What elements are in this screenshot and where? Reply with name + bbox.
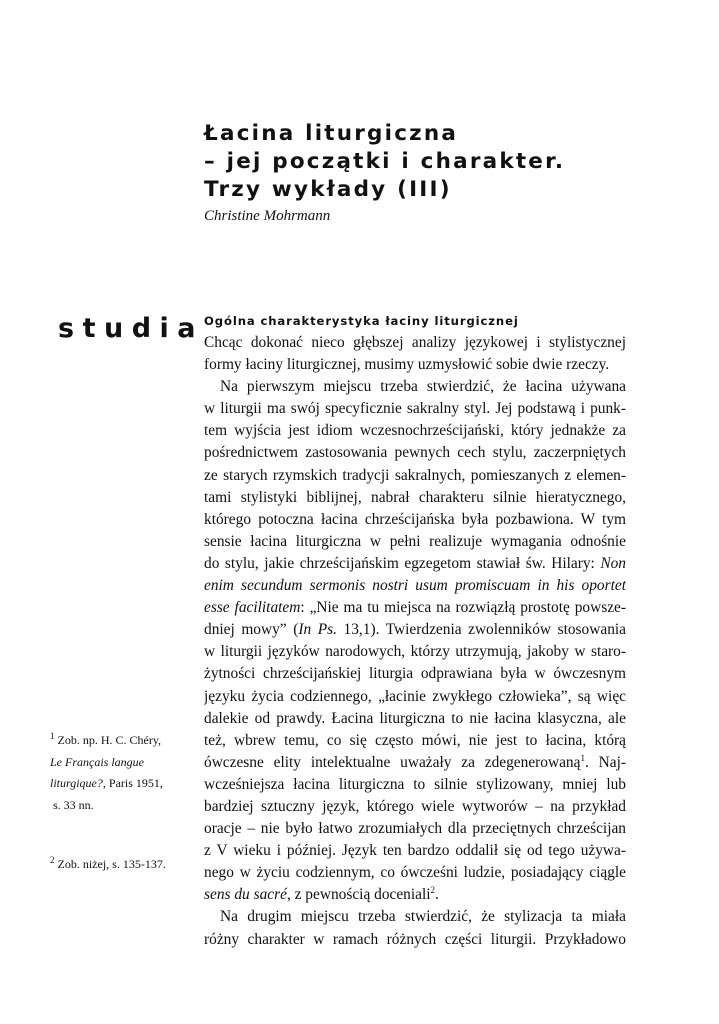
body-line: tami stylistyki biblijnej, nabrał charakteru silnie hieratycznego, xyxy=(204,488,626,506)
body-line: też, wbrew temu, co się często mówi, nie jest to łacina, którą xyxy=(204,731,626,749)
footnote-ref[interactable]: 1 xyxy=(580,752,585,763)
article-title-block xyxy=(204,120,684,227)
footnote-text: , Paris 1951, xyxy=(102,776,163,790)
section-label: studia xyxy=(58,313,205,344)
body-text: : „Nie ma tu miejsca na rozwiązłą prostotę powsze- xyxy=(300,599,626,617)
body-text: ówczesne elity intelektualne uważały za zdegenerowaną xyxy=(204,753,581,771)
body-line: Na drugim miejscu trzeba stwierdzić, że stylizacja ta miała xyxy=(220,908,626,926)
body-line: Chcąc dokonać nieco głębszej analizy językowej i stylistycznej xyxy=(204,334,626,351)
body-line: z V wieku i później. Język ten bardzo oddalił się od tego używa- xyxy=(204,842,626,860)
latin-quote: esse facilitatem xyxy=(204,599,301,617)
body-line: bardziej sztuczny język, którego wiele wytworów – na przykład xyxy=(204,797,626,815)
body-line: pośrednictwem zastosowania pewnych cech stylu, zaczerpniętych xyxy=(204,444,626,462)
body-text: do stylu, jakie chrześcijańskim egzegetom stawiał św. Hilary: xyxy=(204,554,601,572)
footnote-line: s. 33 nn. xyxy=(53,797,94,812)
body-line: żytności chrześcijańskiej liturgia odprawiana była w ówczesnym xyxy=(204,665,626,683)
footnote-line xyxy=(50,773,200,795)
article-title-line-1: Łacina liturgiczna xyxy=(204,121,459,146)
latin-quote: enim secundum sermonis nostri usum promiscuam in his oportet xyxy=(204,577,626,595)
footnote-number: 1 xyxy=(50,731,55,741)
body-text: , z pewnością doceniali xyxy=(286,886,431,904)
footnote-1 xyxy=(50,726,200,816)
body-text: . xyxy=(435,886,439,904)
body-line: dalekie od prawdy. Łacina liturgiczna to nie łacina klasyczna, ale xyxy=(204,709,626,727)
body-line: Na pierwszym miejscu trzeba stwierdzić, że łacina używana xyxy=(220,378,626,396)
body-line: języku życia codziennego, „łacinie zwykłego człowieka”, są więc xyxy=(204,687,626,705)
footnote-number: 2 xyxy=(50,855,55,865)
body-line: w liturgii ma swój specyficznie sakralny styl. Jej podstawą i punk- xyxy=(204,400,626,418)
body-line: sensie łacina liturgiczna w pełni realizuje wymagania odnośnie xyxy=(204,532,626,550)
body-line: nego w życiu codziennym, co ówcześni ludzie, posiadający ciągle xyxy=(204,864,626,882)
body-text: dniej mowy” ( xyxy=(204,621,299,639)
body-line xyxy=(204,553,626,575)
body-line xyxy=(204,884,626,906)
footnote-ref[interactable]: 2 xyxy=(430,885,436,896)
body-line: którego potoczna łacina chrześcijańska była pozbawiona. W tym xyxy=(204,510,626,528)
article-subheading: Ogólna charakterystyka łaciny liturgicznej xyxy=(204,314,519,328)
body-line: ze starych rzymskich tradycji sakralnych, pomieszanych z elemen- xyxy=(204,466,626,484)
footnote-text: Zob. niżej, s. 135-137. xyxy=(57,857,166,871)
article-title-line-3: Trzy wykłady (III) xyxy=(204,177,452,202)
body-line xyxy=(204,752,626,774)
body-text: . Naj- xyxy=(584,753,626,771)
article-author: Christine Mohrmann xyxy=(204,208,331,224)
french-phrase: sens du sacré xyxy=(204,886,287,904)
footnote-text: Zob. np. H. C. Chéry, xyxy=(57,733,162,747)
body-line: formy łaciny liturgicznej, musimy uzmysłowić sobie dwie rzeczy. xyxy=(204,356,610,374)
body-line xyxy=(204,575,626,597)
footnote-2 xyxy=(50,850,200,876)
footnote-line xyxy=(50,850,200,876)
citation: In Ps. xyxy=(298,621,337,639)
body-line: wcześniejsza łacina liturgiczna to silnie stylizowany, mniej lub xyxy=(204,775,626,793)
body-line: oracje – nie było łatwo zrozumiałych dla przeciętnych chrześcijan xyxy=(204,820,626,838)
latin-quote: Non xyxy=(600,554,626,572)
article-body xyxy=(204,310,626,951)
body-text: 13,1). Twierdzenia zwolenników stosowania xyxy=(336,621,626,639)
body-line: tem wyjścia jest idiom wczesnochrześcijański, który jednakże za xyxy=(204,422,626,440)
footnote-book-title: liturgique? xyxy=(50,776,103,790)
body-line: różny charakter w ramach różnych części liturgii. Przykładowo xyxy=(204,930,626,948)
body-line xyxy=(204,619,626,641)
body-line: w liturgii języków narodowych, którzy utrzymują, jakoby w staro- xyxy=(204,643,626,661)
article-title-line-2: – jej początki i charakter. xyxy=(204,149,566,174)
footnote-book-title: Le Français langue xyxy=(50,754,144,769)
footnote-line xyxy=(50,752,200,774)
footnote-line xyxy=(50,726,200,752)
body-line xyxy=(204,597,626,619)
